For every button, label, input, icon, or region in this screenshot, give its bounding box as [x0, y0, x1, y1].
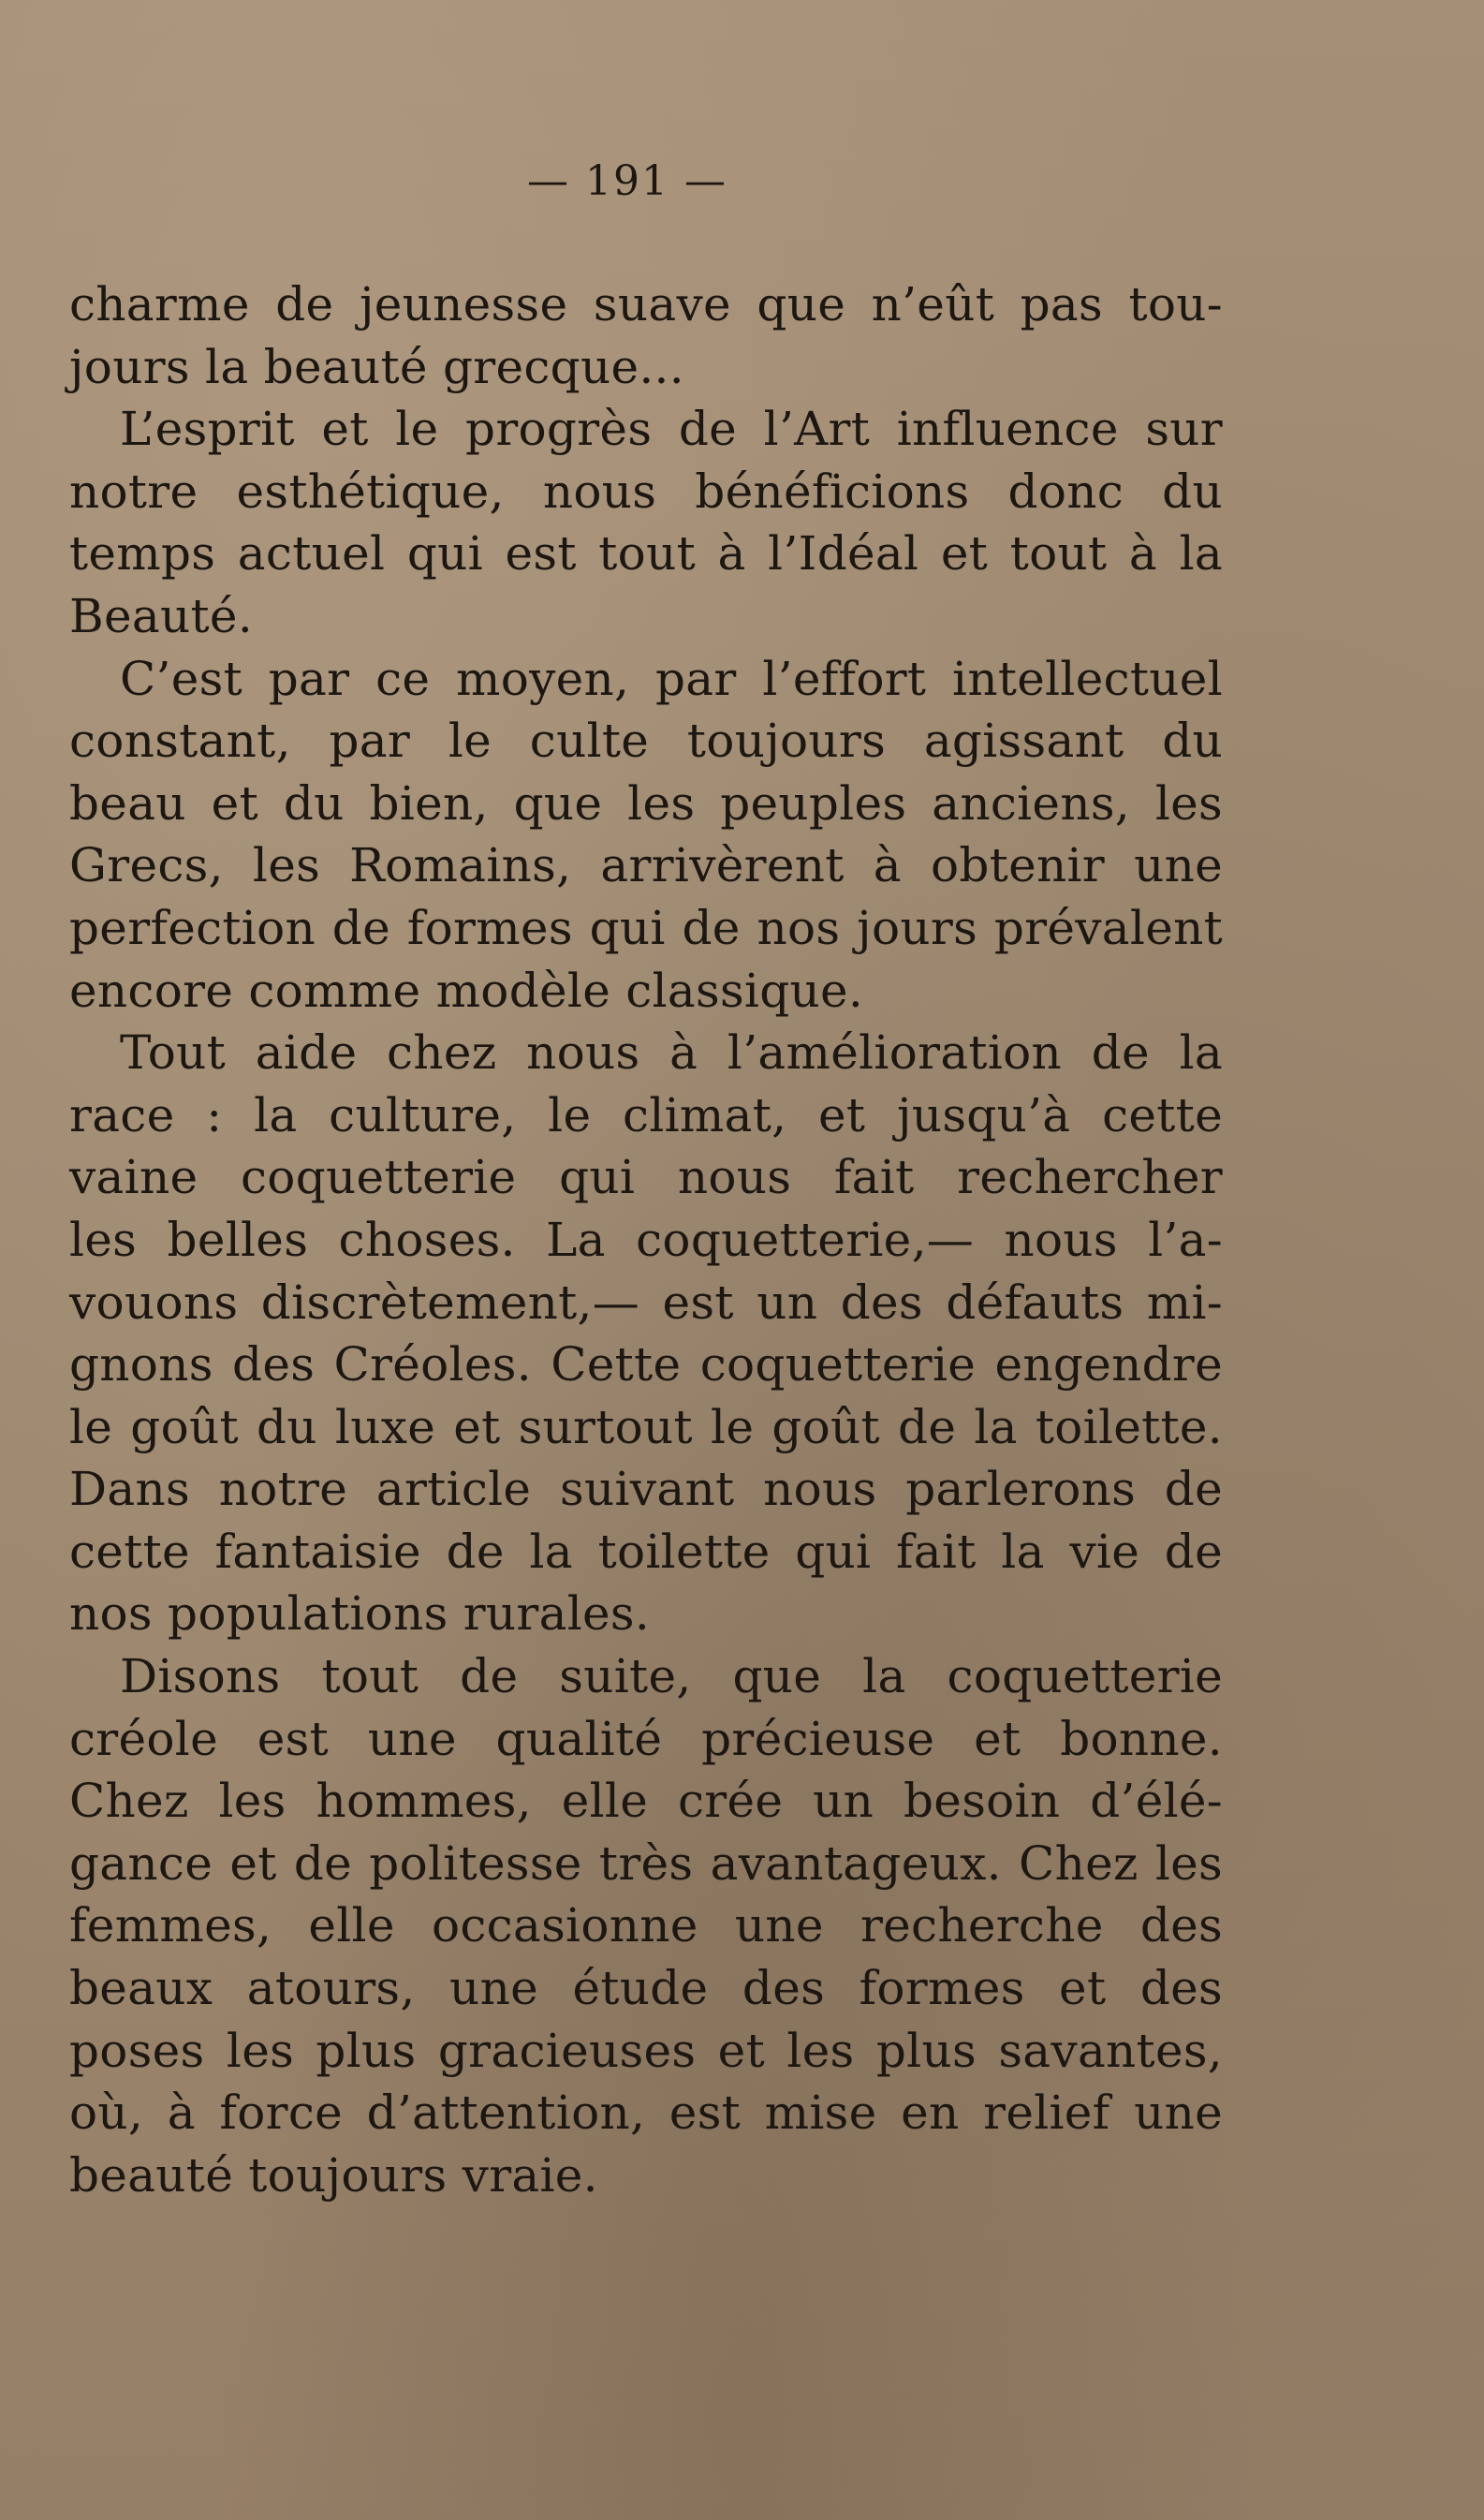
- text-line: vaine coquetterie qui nous fait rechercher: [69, 1150, 1223, 1205]
- text-line: nos populations rurales.: [69, 1586, 651, 1642]
- text-line: beau et du bien, que les peuples anciens, les: [69, 775, 1223, 831]
- page-number: — 191 —: [527, 157, 727, 205]
- text-line: où, à force d’attention, est mise en relief une: [69, 2085, 1223, 2141]
- text-line: race : la culture, le climat, et jusqu’à cette: [69, 1087, 1223, 1142]
- text-line: poses les plus gracieuses et les plus savantes,: [69, 2023, 1223, 2078]
- text-line: Tout aide chez nous à l’amélioration de la: [120, 1025, 1223, 1081]
- body-text: [69, 273, 1223, 2206]
- text-line: Disons tout de suite, que la coquetterie: [120, 1649, 1223, 1704]
- text-line: femmes, elle occasionne une recherche des: [69, 1898, 1223, 1953]
- text-line: L’esprit et le progrès de l’Art influence sur: [120, 402, 1223, 457]
- text-line: encore comme modèle classique.: [69, 963, 864, 1018]
- text-line: beaux atours, une étude des formes et des: [69, 1961, 1223, 2016]
- text-line: notre esthétique, nous bénéficions donc du: [69, 464, 1223, 519]
- text-line: cette fantaisie de la toilette qui fait la vie de: [69, 1524, 1223, 1579]
- text-line: jours la beauté grecque...: [69, 339, 684, 394]
- text-line: temps actuel qui est tout à l’Idéal et tout à la: [69, 526, 1223, 582]
- text-line: constant, par le culte toujours agissant du: [69, 714, 1223, 769]
- text-line: Dans notre article suivant nous parlerons de: [69, 1462, 1223, 1517]
- text-line: gnons des Créoles. Cette coquetterie engendre: [69, 1337, 1223, 1393]
- text-line: Chez les hommes, elle crée un besoin d’élé-: [69, 1774, 1223, 1829]
- text-line: beauté toujours vraie.: [69, 2147, 598, 2203]
- text-line: C’est par ce moyen, par l’effort intellectuel: [120, 651, 1223, 706]
- text-line: Grecs, les Romains, arrivèrent à obtenir une: [69, 838, 1223, 893]
- text-line: charme de jeunesse suave que n’eût pas tou-: [69, 277, 1223, 332]
- text-line: les belles choses. La coquetterie,— nous l’a-: [69, 1212, 1223, 1267]
- text-line: perfection de formes qui de nos jours prévalent: [69, 900, 1223, 955]
- text-line: le goût du luxe et surtout le goût de la toilette.: [69, 1399, 1223, 1454]
- text-line: gance et de politesse très avantageux. Chez les: [69, 1835, 1223, 1891]
- text-line: Beauté.: [69, 588, 254, 643]
- text-line: vouons discrètement,— est un des défauts mi-: [69, 1275, 1223, 1330]
- text-line: créole est une qualité précieuse et bonne.: [69, 1711, 1223, 1766]
